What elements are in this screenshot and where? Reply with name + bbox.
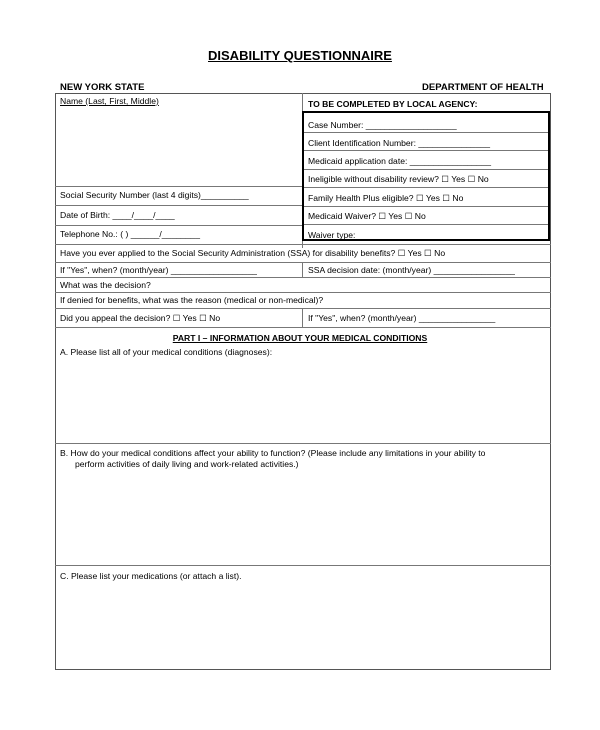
question-a: A. Please list all of your medical conditions (diagnoses): <box>60 347 273 357</box>
denied-reason-field[interactable]: If denied for benefits, what was the reason (medical or non-medical)? <box>60 295 324 305</box>
ssn-field[interactable]: Social Security Number (last 4 digits)__________ <box>60 190 249 200</box>
phone-field[interactable]: Telephone No.: ( ) ______/________ <box>60 229 200 239</box>
row-line <box>55 205 302 206</box>
header-state: NEW YORK STATE <box>60 82 145 93</box>
waiver-checkbox-row[interactable]: Medicaid Waiver? ☐ Yes ☐ No <box>308 211 426 221</box>
row-line <box>55 565 551 566</box>
if-yes-when-field[interactable]: If "Yes", when? (month/year) __________________ <box>60 265 257 275</box>
row-line <box>55 327 551 328</box>
question-b-line1: B. How do your medical conditions affect your ability to function? (Please include any limitations in your ability to <box>60 448 486 458</box>
name-field[interactable]: Name (Last, First, Middle) <box>60 96 159 106</box>
col-divider <box>302 308 303 327</box>
header-department: DEPARTMENT OF HEALTH <box>422 82 544 93</box>
row-line <box>55 292 551 293</box>
agency-line <box>304 150 548 151</box>
agency-line <box>304 206 548 207</box>
row-line <box>55 244 551 245</box>
row-line <box>55 308 551 309</box>
ssa-applied-row[interactable]: Have you ever applied to the Social Security Administration (SSA) for disability benefits? ☐ Yes ☐ No <box>60 248 446 258</box>
row-line <box>55 186 302 187</box>
col-divider <box>302 262 303 277</box>
dob-field[interactable]: Date of Birth: ____/____/____ <box>60 210 175 220</box>
ineligible-checkbox-row[interactable]: Ineligible without disability review? ☐ Yes ☐ No <box>308 174 489 184</box>
agency-line <box>304 187 548 188</box>
agency-line <box>304 132 548 133</box>
decision-field[interactable]: What was the decision? <box>60 280 151 290</box>
appeal-when-field[interactable]: If "Yes", when? (month/year) ________________ <box>308 313 496 323</box>
question-b-line2: perform activities of daily living and work-related activities.) <box>75 459 299 469</box>
page-title: DISABILITY QUESTIONNAIRE <box>208 48 392 63</box>
answer-area-b[interactable] <box>56 472 550 564</box>
row-line <box>55 277 551 278</box>
medicaid-date-field[interactable]: Medicaid application date: _________________ <box>308 156 492 166</box>
ssa-decision-date-field[interactable]: SSA decision date: (month/year) _________________ <box>308 265 515 275</box>
row-line <box>55 225 302 226</box>
client-id-field[interactable]: Client Identification Number: _______________ <box>308 138 491 148</box>
question-c: C. Please list your medications (or attach a list). <box>60 571 242 581</box>
part1-heading: PART I – INFORMATION ABOUT YOUR MEDICAL CONDITIONS <box>172 333 428 343</box>
row-line <box>55 262 551 263</box>
fhp-checkbox-row[interactable]: Family Health Plus eligible? ☐ Yes ☐ No <box>308 193 464 203</box>
row-line <box>55 443 551 444</box>
case-number-field[interactable]: Case Number: ___________________ <box>308 120 457 130</box>
agency-heading: TO BE COMPLETED BY LOCAL AGENCY: <box>308 99 478 109</box>
agency-line <box>304 169 548 170</box>
appeal-row[interactable]: Did you appeal the decision? ☐ Yes ☐ No <box>60 313 221 323</box>
answer-area-a[interactable] <box>56 360 550 442</box>
agency-line <box>304 224 548 225</box>
waiver-type-field[interactable]: Waiver type: _________________________ <box>308 230 478 240</box>
answer-area-c[interactable] <box>56 584 550 669</box>
